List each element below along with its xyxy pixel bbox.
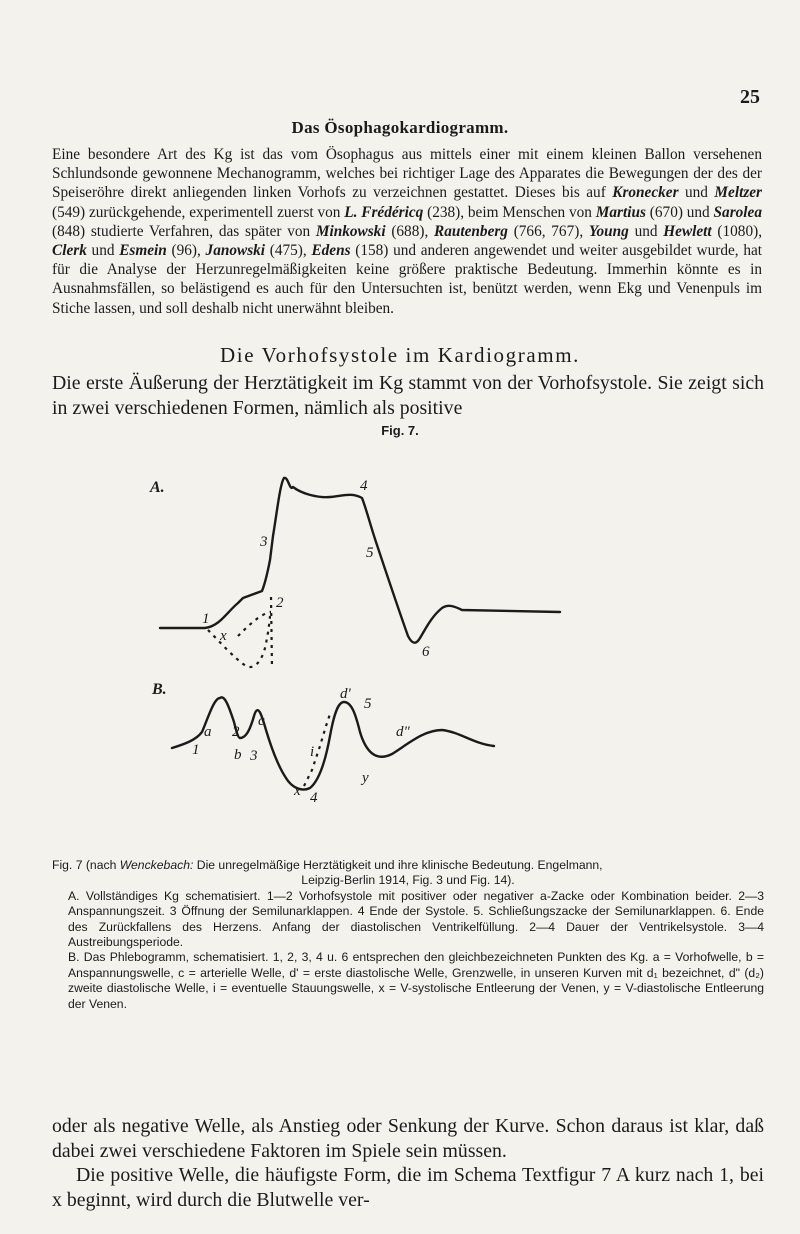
panel-a-label: A. — [150, 479, 165, 496]
point-b-b: b — [234, 747, 242, 763]
paragraph-oesophagokardiogramm: Eine besondere Art des Kg ist das vom Ösophagus aus mittels einer mit einem kleinen Ballon versehenen Schlundsonde gewonnene Mechanogramm, welches bei richtiger Lage des Apparates die Bewegungen der des der Speiseröhre direkt anliegenden linken Vorhofs zu verzeichnen gestattet. Dieses bis auf Kronecker und Meltzer (549) zurückgehende, experimentell zuerst von L. Frédéricq (238), beim Menschen von Martius (670) und Sarolea (848) studierte Verfahren, das später von Minkowski (688), Rautenberg (766, 767), Young und Hewlett (1080), Clerk und Esmein (96), Janowski (475), Edens (158) und anderen angewendet und weiter ausgebildet wurde, hat für die Analyse der Herzunregelmäßigkeiten keine größere praktische Bedeutung. Immerhin könnte es in Ausnahmsfällen, so belästigend es auch für den Untersuchten ist, benützt werden, wenn Ekg und Venenpuls im Stiche lassen, und soll deshalb nicht unerwähnt bleiben. — [52, 146, 763, 317]
point-a-b: a — [204, 724, 212, 740]
point-2-a: 2 — [276, 595, 284, 611]
point-d2-b: d" — [396, 724, 410, 740]
point-1-b: 1 — [192, 742, 200, 758]
point-6-a: 6 — [422, 644, 430, 660]
panel-b-label: B. — [152, 681, 167, 698]
cardiogram-dashed-vertical — [271, 597, 272, 668]
caption-panel-b: B. Das Phlebogramm, schematisiert. 1, 2, 3, 4 u. 6 entsprechen den gleichbezeichneten Punkten des Kg. a = Vorhofwelle, b = Anspannungswelle, c = arterielle Welle, d' = erste diastolische Welle, Grenzwelle, in unseren Kurven mit d₁ bezeichnet, d" (d₂) zweite diastolische Welle, i = eventuelle Stauungswelle, x = V-systolische Entleerung der Venen, y = V-diastolische Entleerung der Venen. — [68, 950, 764, 1011]
point-i-b: i — [310, 744, 315, 760]
point-y-b: y — [362, 770, 369, 786]
phlebogram-curve-b — [172, 697, 494, 789]
cardiogram-dashed-upper — [238, 612, 271, 636]
cardiogram-curve-a — [160, 478, 560, 643]
caption-source: Fig. 7 (nach Wenckebach: Die unregelmäßige Herztätigkeit und ihre klinische Bedeutung. Engelmann, — [52, 858, 603, 872]
caption-source-cont: Leipzig-Berlin 1914, Fig. 3 und Fig. 14). — [301, 873, 515, 888]
point-c-b: c — [258, 713, 265, 729]
paragraph-negative-welle: oder als negative Welle, als Anstieg oder Senkung der Kurve. Schon daraus ist klar, daß dabei zwei verschiedene Faktoren im Spiele sein müssen. — [52, 1115, 764, 1162]
point-d1-b: d' — [340, 686, 351, 702]
paragraph-positive-welle: Die positive Welle, die häufigste Form, die im Schema Textfigur 7 A kurz nach 1, bei x beginnt, wird durch die Blutwelle ver- — [52, 1164, 764, 1211]
point-2-b: 2 — [232, 724, 240, 740]
point-3-b: 3 — [250, 748, 258, 764]
figure-7-diagram — [130, 440, 650, 850]
figure-title: Fig. 7. — [381, 423, 419, 438]
paragraph-vorhofsystole: Die erste Äußerung der Herztätigkeit im Kg stammt von der Vorhofsystole. Sie zeigt sich in zwei verschiedenen Formen, nämlich als positive — [52, 372, 764, 419]
page-number: 25 — [740, 86, 760, 108]
point-4-a: 4 — [360, 478, 368, 494]
figure-caption — [52, 858, 764, 1012]
subheading-vorhofsystole: Die Vorhofsystole im Kardiogramm. — [220, 343, 580, 367]
point-5-b: 5 — [364, 696, 372, 712]
section-heading: Das Ösophagokardiogramm. — [291, 118, 509, 137]
figure-7 — [130, 440, 650, 850]
point-5-a: 5 — [366, 545, 374, 561]
point-1-a: 1 — [202, 611, 210, 627]
point-3-a: 3 — [260, 534, 268, 550]
point-4-b: 4 — [310, 790, 318, 806]
point-x-b: x — [294, 783, 301, 799]
point-x-a: x — [220, 628, 227, 644]
caption-panel-a: A. Vollständiges Kg schematisiert. 1—2 Vorhofsystole mit positiver oder negativer a-Zacke oder Kombination beider. 2—3 Anspannungszeit. 3 Öffnung der Semilunarklappen. 4 Ende der Systole. 5. Schließungszacke der Semilunarklappen. 6. Ende des Zurückfallens des Herzens. Anfang der diastolischen Ventrikelfüllung. 2—4 Dauer der Ventrikelsystole. 3—4 Austreibungsperiode. — [68, 888, 764, 950]
